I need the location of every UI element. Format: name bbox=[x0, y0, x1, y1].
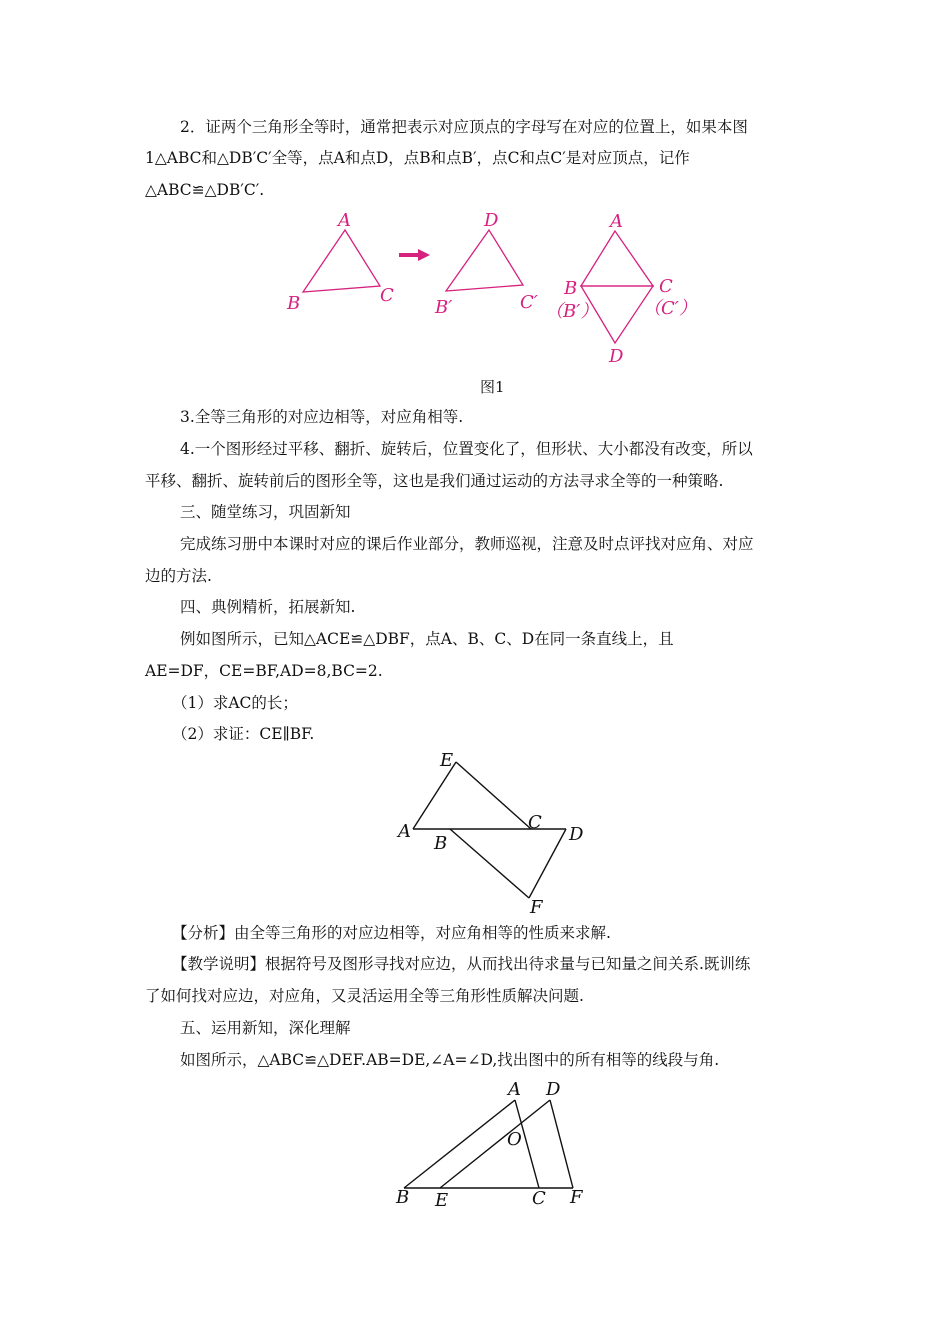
section-3-line-1: 完成练习册中本课时对应的课后作业部分，教师巡视，注意及时点评找对应角、对应 bbox=[180, 535, 754, 553]
label-c-3: C bbox=[659, 276, 673, 297]
section-3-heading: 三、随堂练习，巩固新知 bbox=[180, 503, 351, 521]
section-4-heading: 四、典例精析，拓展新知. bbox=[180, 598, 356, 616]
example-line-1: 例如图所示，已知△ACE≌△DBF，点A、B、C、D在同一条直线上，且 bbox=[180, 630, 674, 648]
label-a: A bbox=[508, 1079, 521, 1100]
label-e: E bbox=[435, 1190, 449, 1211]
label-d: D bbox=[546, 1079, 561, 1100]
label-d: D bbox=[569, 824, 584, 845]
question-2: （2）求证：CE∥BF. bbox=[172, 725, 315, 743]
triangle-db-c bbox=[446, 230, 523, 291]
example-line-2: AE=DF，CE=BF,AD=8,BC=2. bbox=[145, 662, 383, 680]
label-o: O bbox=[507, 1129, 522, 1150]
label-b: B bbox=[287, 293, 301, 314]
figure-1 bbox=[0, 200, 950, 380]
label-e: E bbox=[440, 750, 454, 771]
triangle-abc bbox=[303, 230, 380, 292]
section-5-line-1: 如图所示，△ABC≌△DEF.AB=DE,∠A=∠D,找出图中的所有相等的线段与角. bbox=[180, 1051, 720, 1069]
section-5-heading: 五、运用新知，深化理解 bbox=[180, 1019, 351, 1037]
para-4-line-1: 4.一个图形经过平移、翻折、旋转后，位置变化了，但形状、大小都没有改变，所以 bbox=[180, 440, 753, 458]
label-b-3: B bbox=[564, 278, 578, 299]
label-d-3: D bbox=[609, 346, 624, 367]
label-a: A bbox=[338, 210, 351, 231]
label-c-prime: C′ bbox=[520, 292, 538, 313]
figure-1-caption: 图1 bbox=[480, 378, 505, 396]
para-2-line-3: △ABC≌△DB′C′. bbox=[145, 181, 265, 199]
question-1: （1）求AC的长； bbox=[172, 694, 298, 712]
label-b-prime-3: （B′） bbox=[545, 301, 599, 322]
label-c-prime-3: （C′） bbox=[643, 298, 697, 319]
label-b: B bbox=[434, 833, 448, 854]
teaching-note-line-2: 了如何找对应边，对应角，又灵活运用全等三角形性质解决问题. bbox=[145, 987, 584, 1005]
label-c: C bbox=[528, 812, 542, 833]
analysis: 【分析】由全等三角形的对应边相等，对应角相等的性质来求解. bbox=[172, 924, 611, 942]
label-c: C bbox=[380, 285, 394, 306]
figure-2 bbox=[0, 745, 950, 918]
label-f: F bbox=[530, 897, 543, 918]
label-b-prime: B′ bbox=[435, 297, 453, 318]
label-f: F bbox=[570, 1187, 583, 1208]
arrow-icon bbox=[399, 249, 430, 261]
para-3: 3.全等三角形的对应边相等，对应角相等. bbox=[180, 408, 464, 426]
para-2-line-1: 2．证两个三角形全等时，通常把表示对应顶点的字母写在对应的位置上，如果本图 bbox=[180, 118, 748, 136]
teaching-note-line-1: 【教学说明】根据符号及图形寻找对应边，从而找出待求量与已知量之间关系.既训练 bbox=[172, 955, 751, 973]
label-a: A bbox=[398, 821, 411, 842]
triangle-abc-overlay bbox=[581, 231, 653, 286]
label-d: D bbox=[484, 210, 499, 231]
label-c: C bbox=[532, 1188, 546, 1209]
section-3-line-2: 边的方法. bbox=[145, 567, 212, 585]
para-4-line-2: 平移、翻折、旋转前后的图形全等，这也是我们通过运动的方法寻求全等的一种策略. bbox=[145, 472, 724, 490]
para-2-line-2: 1△ABC和△DB′C′全等，点A和点D，点B和点B′，点C和点C′是对应顶点，记作 bbox=[145, 149, 690, 167]
label-b: B bbox=[396, 1187, 410, 1208]
figure-3 bbox=[0, 1070, 950, 1210]
label-a-3: A bbox=[610, 211, 623, 232]
